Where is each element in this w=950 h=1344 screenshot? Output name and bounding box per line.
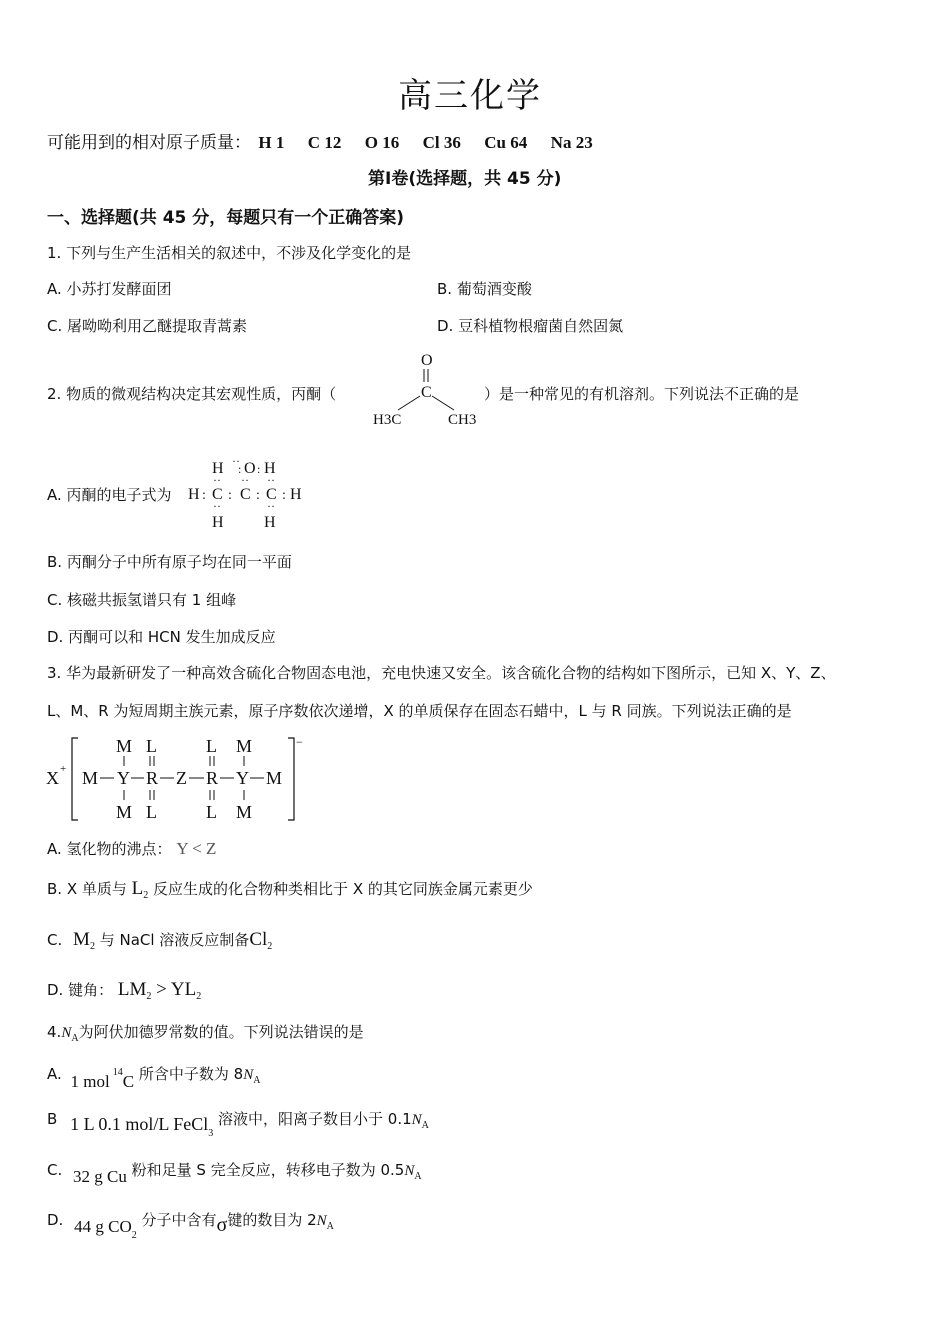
atomic-mass-cu: Cu 64 bbox=[484, 133, 528, 152]
q3-d-lm: LM bbox=[117, 979, 147, 1000]
q4-d-text-pre: 分子中含有 bbox=[141, 1211, 217, 1229]
atomic-mass-h: H 1 bbox=[258, 133, 285, 152]
lewis-colon-3: : bbox=[256, 488, 260, 503]
q3-c-mid: 与 NaCl 溶液反应制备 bbox=[99, 931, 250, 949]
q3-stem-line1: 3. 华为最新研发了一种高效含硫化合物固态电池，充电快速又安全。该含硫化合物的结构如下图所示，已知 X、Y、Z、 bbox=[47, 664, 836, 682]
lewis-pair-c1-top: ·· bbox=[213, 473, 221, 487]
lewis-h-top-1: H bbox=[212, 460, 224, 477]
acetone-c: C bbox=[421, 384, 432, 401]
q3-stem-line2: L、M、R 为短周期主族元素，原子序数依次递增，X 的单质保存在固态石蜡中，L 与 R 同族。下列说法正确的是 bbox=[47, 702, 792, 720]
lewis-colon-4: : bbox=[282, 488, 286, 503]
q4-d-label: D. bbox=[47, 1211, 64, 1229]
lewis-pair-c3-bottom: ·· bbox=[267, 499, 275, 513]
q4-d-sub: 2 bbox=[131, 1230, 137, 1241]
q3-option-c bbox=[47, 929, 272, 952]
acetone-structure bbox=[368, 348, 488, 436]
lewis-o-colon-right: : bbox=[257, 462, 261, 476]
atomic-mass-na: Na 23 bbox=[550, 133, 593, 152]
q4-b-na: N bbox=[411, 1112, 422, 1128]
q4-c-na-sub: A bbox=[414, 1171, 422, 1182]
q4-b-formula: 1 L 0.1 mol/L FeCl bbox=[70, 1114, 209, 1134]
q1-stem: 1. 下列与生产生活相关的叙述中，不涉及化学变化的是 bbox=[47, 244, 412, 262]
struct-m-top-2: M bbox=[236, 736, 253, 756]
q4-b-label: B bbox=[47, 1110, 58, 1128]
q4-stem-text: 为阿伏加德罗常数的值。下列说法错误的是 bbox=[78, 1023, 364, 1041]
q1-option-a: A. 小苏打发酵面团 bbox=[47, 280, 172, 298]
lewis-h-right: H bbox=[290, 486, 302, 503]
q4-d-sigma: σ bbox=[216, 1214, 228, 1236]
q4-d-text-post: 键的数目为 2 bbox=[227, 1211, 317, 1229]
q4-a-formula: 1 mol bbox=[70, 1072, 110, 1091]
q4-c-na: N bbox=[404, 1163, 415, 1179]
q2-option-a: A. 丙酮的电子式为 bbox=[47, 486, 172, 504]
q3-c-label: C. bbox=[47, 931, 63, 949]
q4-stem-na-sub: A bbox=[71, 1033, 79, 1044]
q4-c-formula: 32 g Cu bbox=[73, 1167, 127, 1186]
struct-r-2: R bbox=[206, 768, 219, 788]
q4-d-formula: 44 g CO bbox=[74, 1217, 132, 1236]
q4-a-na-sub: A bbox=[253, 1075, 261, 1086]
struct-m-top-1: M bbox=[116, 736, 133, 756]
q3-c-m: M bbox=[73, 929, 90, 950]
q3-b-post: 反应生成的化合物种类相比于 X 的其它同族金属元素更少 bbox=[153, 880, 533, 898]
q3-b-pre: B. X 单质与 bbox=[47, 880, 127, 898]
atomic-mass-c: C 12 bbox=[307, 133, 342, 152]
q4-option-a bbox=[47, 1063, 261, 1091]
q3-c-cl-sub: 2 bbox=[267, 941, 273, 952]
lewis-h-top-2: H bbox=[264, 460, 276, 477]
page-title: 高三化学 bbox=[398, 76, 542, 116]
acetone-o: O bbox=[421, 352, 433, 369]
atomic-mass-cl: Cl 36 bbox=[422, 133, 461, 152]
lewis-c-3: C bbox=[266, 486, 277, 503]
q4-c-text: 粉和足量 S 完全反应，转移电子数为 0.5 bbox=[131, 1161, 405, 1179]
q4-c-label: C. bbox=[47, 1161, 63, 1179]
acetone-ch3: CH3 bbox=[448, 412, 477, 428]
struct-l-top-2: L bbox=[206, 736, 217, 756]
lewis-o: O bbox=[244, 460, 256, 477]
q3-a-formula: Y < Z bbox=[176, 839, 217, 858]
volume-title: 第Ⅰ卷(选择题，共 45 分) bbox=[368, 169, 562, 189]
lewis-h-bottom-2: H bbox=[264, 514, 276, 531]
acetone-h3c: H3C bbox=[373, 412, 402, 428]
lewis-h-left: H bbox=[188, 486, 200, 503]
q2-option-c: C. 核磁共振氢谱只有 1 组峰 bbox=[47, 591, 237, 609]
q4-a-text: 所含中子数为 8 bbox=[138, 1065, 244, 1083]
q3-option-b bbox=[47, 878, 533, 901]
q3-d-yl-sub: 2 bbox=[196, 991, 202, 1002]
q4-a-sup: 14 bbox=[112, 1067, 123, 1078]
q3-d-pre: D. 键角： bbox=[47, 981, 114, 999]
q4-option-c bbox=[47, 1159, 422, 1186]
lewis-colon-2: : bbox=[228, 488, 232, 503]
lewis-pair-c1-bottom: ·· bbox=[213, 499, 221, 513]
q3-d-yl: YL bbox=[170, 979, 197, 1000]
lewis-h-bottom-1: H bbox=[212, 514, 224, 531]
q2-option-b: B. 丙酮分子中所有原子均在同一平面 bbox=[47, 553, 292, 571]
q2-option-d: D. 丙酮可以和 HCN 发生加成反应 bbox=[47, 628, 276, 646]
q2-stem-post: ）是一种常见的有机溶剂。下列说法不正确的是 bbox=[484, 385, 800, 403]
q4-stem bbox=[47, 1021, 364, 1044]
lewis-c-2: C bbox=[240, 486, 251, 503]
lewis-c-1: C bbox=[212, 486, 223, 503]
acetone-lewis-structure bbox=[186, 455, 310, 535]
q4-b-text: 溶液中，阳离子数目小于 0.1 bbox=[218, 1110, 412, 1128]
q3-option-a bbox=[47, 838, 216, 859]
lewis-colon-1: : bbox=[202, 488, 206, 503]
q3-c-m-sub: 2 bbox=[89, 941, 95, 952]
lewis-o-lone-pair: ·· bbox=[232, 455, 240, 468]
q4-b-na-sub: A bbox=[421, 1120, 429, 1131]
struct-x-charge: + bbox=[60, 763, 67, 775]
section-heading: 一、选择题(共 45 分，每题只有一个正确答案) bbox=[47, 208, 405, 228]
atomic-mass-label: 可能用到的相对原子质量： bbox=[47, 133, 251, 153]
q4-d-na-sub: A bbox=[326, 1221, 334, 1232]
q3-d-gt: > bbox=[151, 979, 171, 1000]
q2-stem-pre: 2. 物质的微观结构决定其宏观性质，丙酮（ bbox=[47, 385, 337, 403]
atomic-mass-line bbox=[47, 128, 593, 153]
struct-l-bottom-1: L bbox=[146, 802, 157, 822]
q3-b-formula: L bbox=[131, 878, 144, 899]
q4-option-d bbox=[47, 1208, 334, 1241]
lewis-pair-c3-top: ·· bbox=[267, 473, 275, 487]
q3-option-d bbox=[47, 979, 201, 1002]
q4-d-na: N bbox=[316, 1213, 327, 1229]
struct-y-1: Y bbox=[117, 768, 130, 788]
q4-a-label: A. bbox=[47, 1065, 62, 1083]
struct-m-left: M bbox=[82, 768, 99, 788]
q1-option-c: C. 屠呦呦利用乙醚提取青蒿素 bbox=[47, 317, 248, 335]
struct-x: X bbox=[46, 768, 59, 788]
q4-option-b bbox=[47, 1108, 429, 1139]
struct-l-bottom-2: L bbox=[206, 802, 217, 822]
q3-b-sub: 2 bbox=[143, 890, 149, 901]
q3-d-lm-sub: 2 bbox=[146, 991, 152, 1002]
q4-stem-number: 4. bbox=[47, 1023, 62, 1041]
sulfur-compound-structure bbox=[44, 734, 314, 826]
struct-l-top-1: L bbox=[146, 736, 157, 756]
q1-option-d: D. 豆科植物根瘤菌自然固氮 bbox=[437, 317, 624, 335]
struct-m-bottom-1: M bbox=[116, 802, 133, 822]
q1-option-b: B. 葡萄酒变酸 bbox=[437, 280, 532, 298]
struct-m-right: M bbox=[266, 768, 283, 788]
q4-b-sub: 3 bbox=[208, 1128, 214, 1139]
q4-stem-na: N bbox=[61, 1025, 72, 1041]
q4-a-na: N bbox=[243, 1067, 254, 1083]
lewis-o-colon-left: : bbox=[238, 462, 242, 476]
atomic-mass-o: O 16 bbox=[364, 133, 400, 152]
q3-a-text: A. 氢化物的沸点： bbox=[47, 840, 172, 858]
lewis-pair-c2-top: ·· bbox=[241, 473, 249, 487]
struct-z: Z bbox=[176, 768, 187, 788]
q4-a-c: C bbox=[122, 1072, 135, 1091]
struct-m-bottom-2: M bbox=[236, 802, 253, 822]
struct-r-1: R bbox=[146, 768, 159, 788]
struct-charge-minus: − bbox=[296, 735, 303, 749]
q3-c-cl: Cl bbox=[249, 929, 268, 950]
struct-y-2: Y bbox=[236, 768, 249, 788]
